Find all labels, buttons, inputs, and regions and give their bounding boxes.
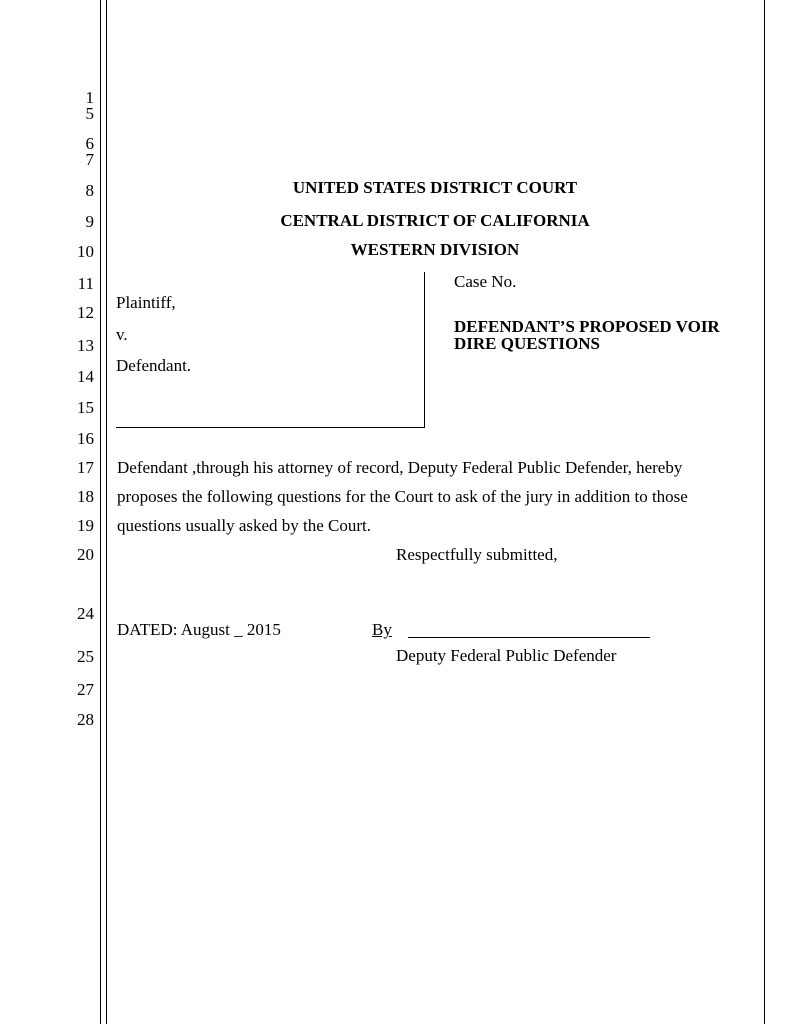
document-title-line-1: DEFENDANT’S PROPOSED VOIR bbox=[454, 317, 720, 336]
line-number: 17 bbox=[77, 458, 94, 477]
left-margin-rule-inner bbox=[106, 0, 107, 1024]
left-margin-rule-outer bbox=[100, 0, 101, 1024]
signer-title: Deputy Federal Public Defender bbox=[396, 646, 617, 665]
line-number: 13 bbox=[77, 336, 94, 355]
defendant-label: Defendant. bbox=[116, 356, 192, 375]
line-number: 11 bbox=[77, 274, 94, 293]
line-number: 24 bbox=[77, 604, 94, 623]
court-name: UNITED STATES DISTRICT COURT bbox=[292, 178, 578, 197]
line-number: 7 bbox=[85, 150, 94, 169]
line-number: 20 bbox=[77, 545, 94, 564]
line-number: 1 bbox=[85, 88, 94, 107]
line-number: 5 bbox=[85, 104, 94, 123]
closing-phrase: Respectfully submitted, bbox=[396, 545, 558, 564]
by-label: By bbox=[372, 620, 392, 639]
line-number: 28 bbox=[77, 710, 94, 729]
dated-line: DATED: August _ 2015 bbox=[117, 620, 281, 639]
line-number: 9 bbox=[85, 212, 94, 231]
line-number: 16 bbox=[77, 429, 94, 448]
line-number: 14 bbox=[77, 367, 94, 386]
plaintiff-label: Plaintiff, bbox=[116, 293, 176, 312]
line-number: 19 bbox=[77, 516, 94, 535]
line-number: 12 bbox=[77, 303, 94, 322]
line-number: 10 bbox=[77, 242, 94, 261]
versus-label: v. bbox=[116, 325, 128, 344]
document-title-line-2: DIRE QUESTIONS bbox=[454, 334, 600, 353]
right-margin-rule bbox=[764, 0, 765, 1024]
body-paragraph-line-2: proposes the following questions for the Court to ask of the jury in addition to those bbox=[117, 487, 688, 506]
line-number: 15 bbox=[77, 398, 94, 417]
case-number-label: Case No. bbox=[454, 272, 517, 291]
caption-box-bottom-border bbox=[116, 427, 425, 428]
line-number: 25 bbox=[77, 647, 94, 666]
line-number: 18 bbox=[77, 487, 94, 506]
body-paragraph-line-3: questions usually asked by the Court. bbox=[117, 516, 372, 535]
court-district: CENTRAL DISTRICT OF CALIFORNIA bbox=[280, 211, 590, 230]
body-paragraph-line-1: Defendant ,through his attorney of record, Deputy Federal Public Defender, hereby bbox=[117, 458, 683, 477]
line-number: 27 bbox=[77, 680, 94, 699]
court-division: WESTERN DIVISION bbox=[350, 240, 520, 259]
signature-line bbox=[408, 637, 650, 638]
line-number: 8 bbox=[85, 181, 94, 200]
line-number: 6 bbox=[85, 134, 94, 153]
caption-box-right-border bbox=[424, 272, 425, 428]
